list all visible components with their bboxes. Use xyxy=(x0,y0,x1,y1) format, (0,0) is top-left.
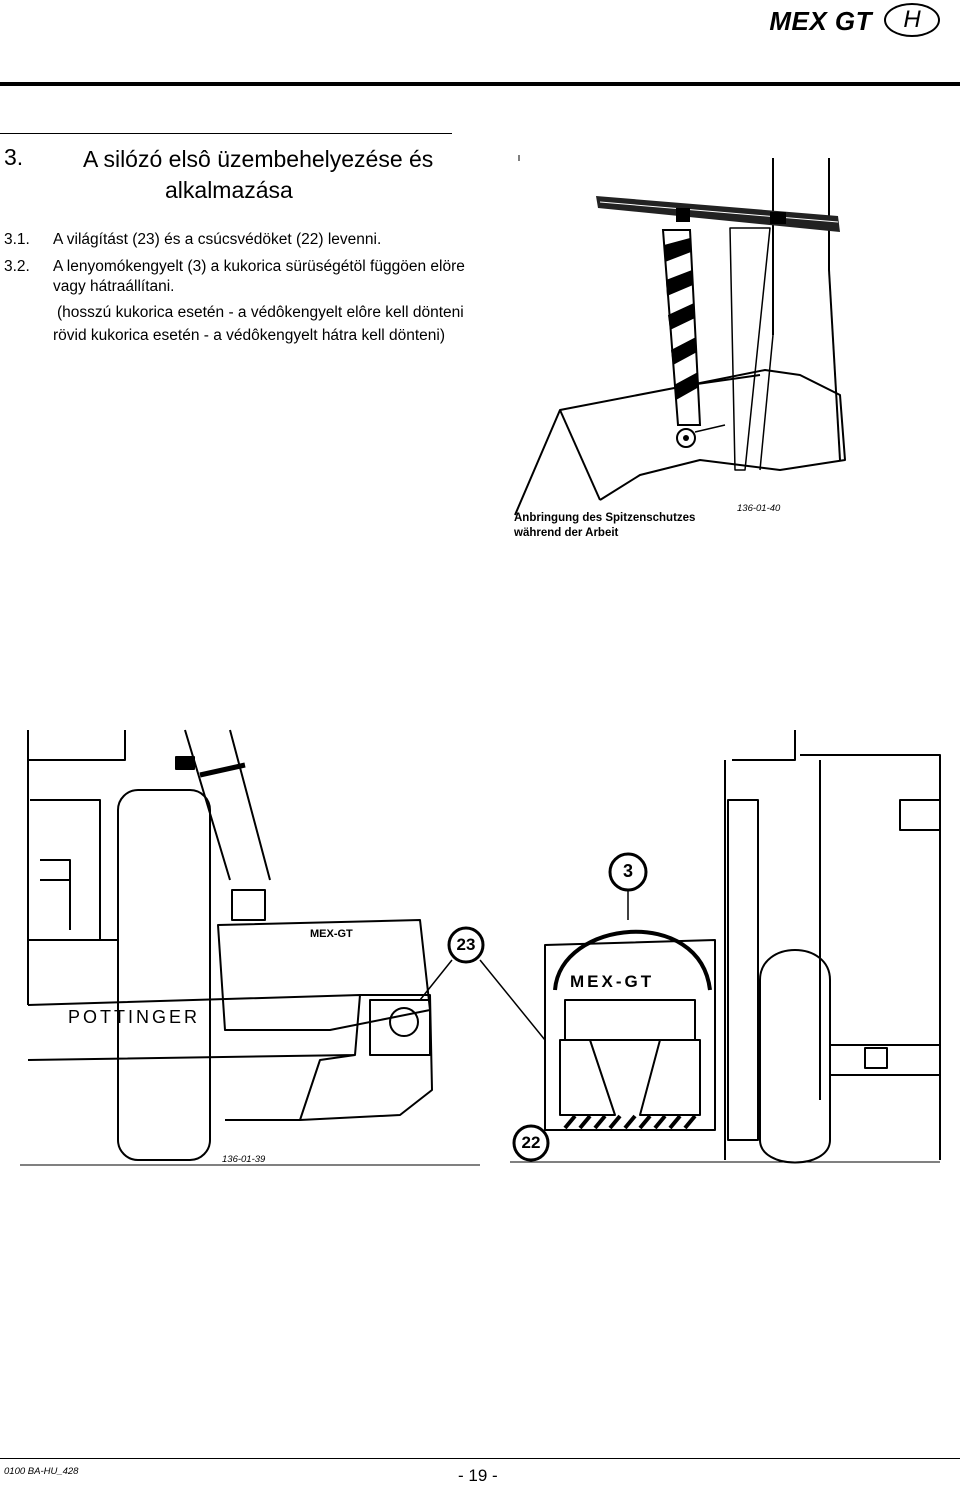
left-model-label: MEX-GT xyxy=(310,928,353,940)
figure-caption-line1: Anbringung des Spitzenschutzes xyxy=(514,512,696,524)
page-number: - 19 - xyxy=(458,1466,498,1485)
language-badge: H xyxy=(884,3,940,37)
callout-23: 23 xyxy=(456,935,476,954)
step-text: A világítást (23) és a csúcsvédöket (22) levenni. xyxy=(53,231,382,248)
section-number: 3. xyxy=(4,144,24,170)
header-divider xyxy=(0,82,960,86)
step-note: rövid kukorica esetén - a védôkengyelt hátra kell dönteni) xyxy=(53,327,446,344)
header-title: MEX GT xyxy=(769,6,872,36)
step-number: 3.1. xyxy=(4,231,30,248)
callout-22: 22 xyxy=(521,1133,541,1152)
figure-ref: 136-01-40 xyxy=(737,503,781,514)
step-text-continued: vagy hátraállítani. xyxy=(53,278,175,295)
left-brand-label: POTTINGER xyxy=(68,1007,201,1027)
step-text: A lenyomókengyelt (3) a kukorica sürüségétöl függöen elöre xyxy=(53,258,465,275)
figure-caption-line2: während der Arbeit xyxy=(514,527,619,539)
section-title xyxy=(83,144,483,206)
figure-ref: 136-01-39 xyxy=(222,1154,266,1165)
footer-divider xyxy=(0,1458,960,1459)
section-divider xyxy=(0,133,452,134)
step-note: (hosszú kukorica esetén - a védôkengyelt elôre kell dönteni xyxy=(57,304,464,321)
callout-3: 3 xyxy=(622,861,633,881)
section-title-line1: A silózó elsô üzembehelyezése és xyxy=(83,146,434,172)
section-title-line2: alkalmazása xyxy=(165,177,293,203)
step-number: 3.2. xyxy=(4,258,30,275)
right-model-label: MEX-GT xyxy=(570,972,655,991)
document-code: 0100 BA-HU_428 xyxy=(4,1466,79,1477)
